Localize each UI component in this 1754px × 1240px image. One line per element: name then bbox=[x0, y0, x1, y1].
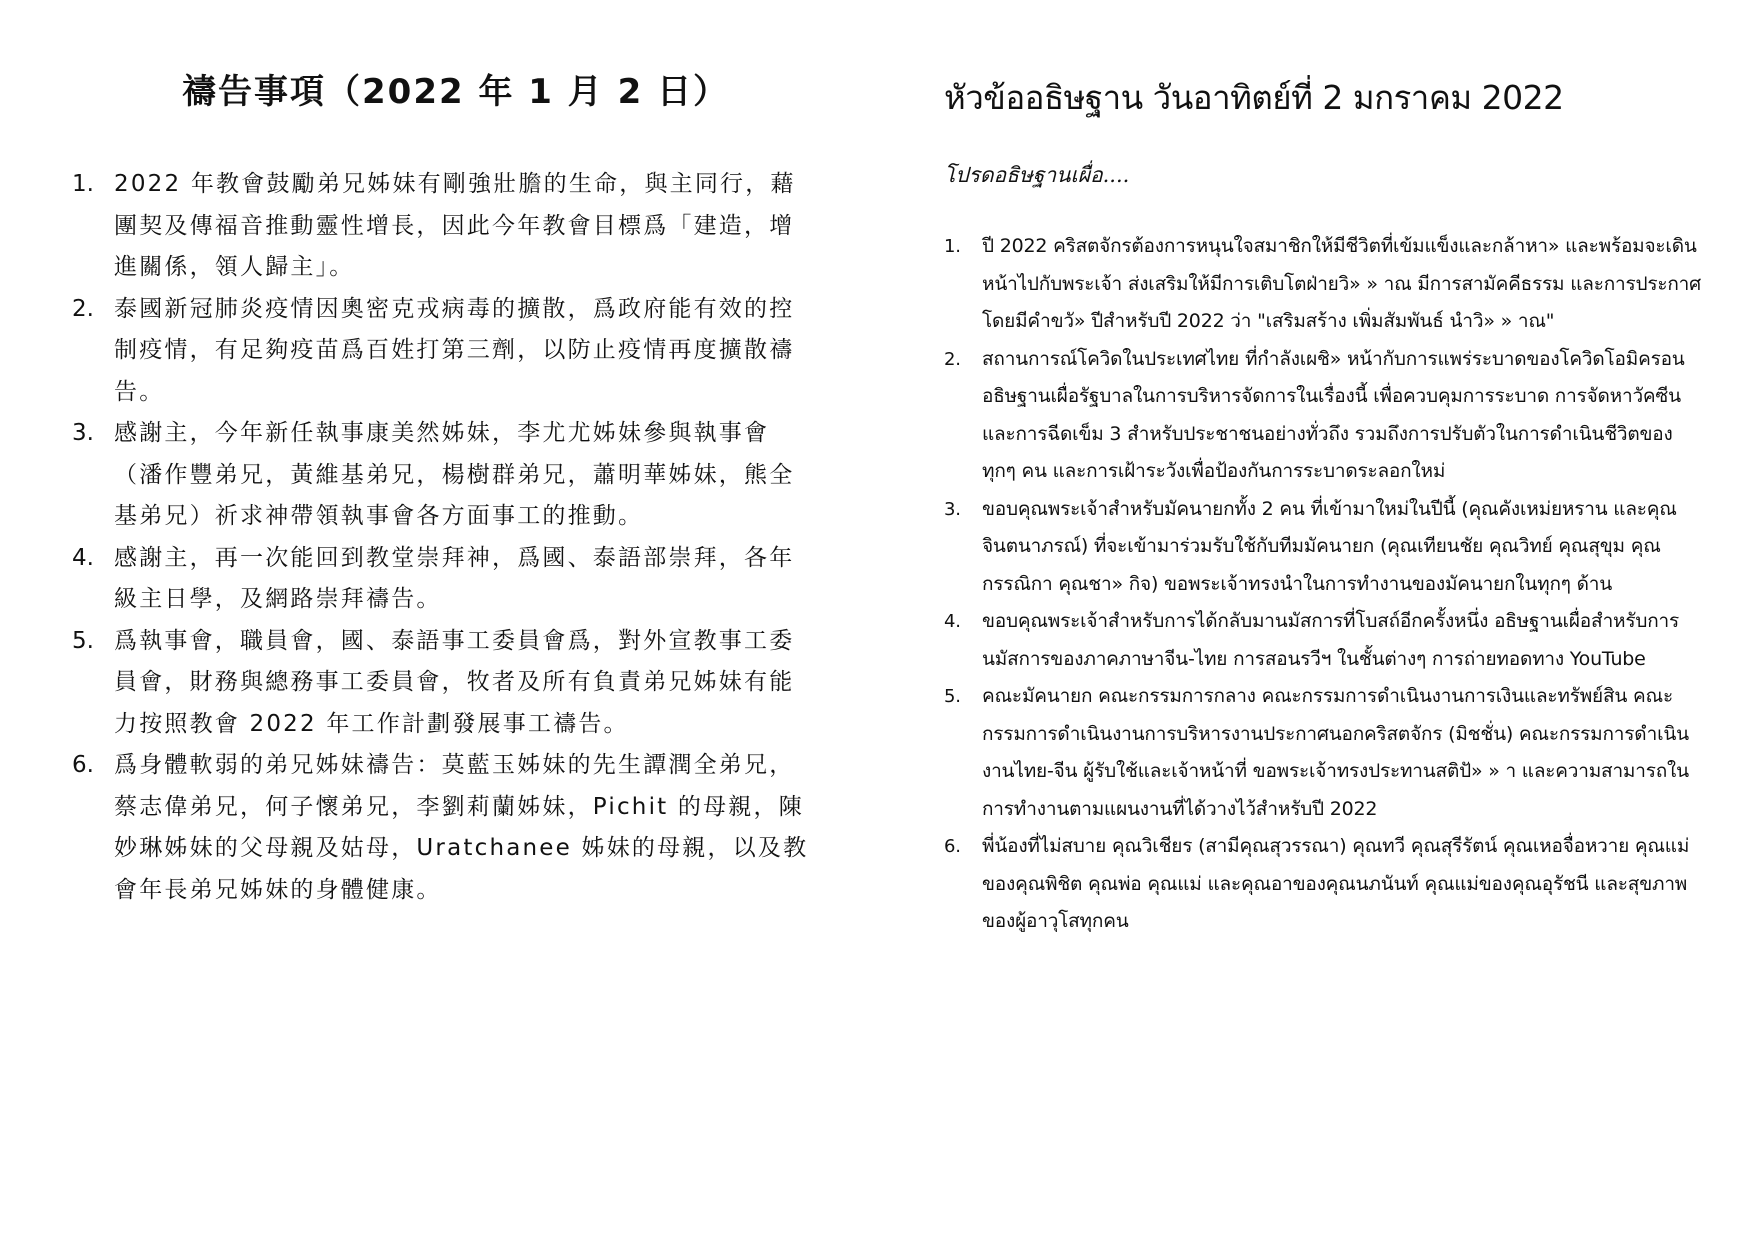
item-text: คณะมัคนายก คณะกรรมการกลาง คณะกรรมการดำเนินงานการเงินและทรัพย์สิน คณะกรรมการดำเนินงานการบริหารงานประกาศนอกคริสตจักร (มิชชั่น) คณะกรรมการดำเนินงานไทย-จีน ผู้รับใช้และเจ้าหน้าที่ ขอพระเจ้าทรงประทานสติปั» » า และความสามารถในการทำงานตามแผนงานที่ได้วางไว้สำหรับปี 2022 bbox=[982, 685, 1689, 820]
thai-prayer-item-2 bbox=[944, 341, 1704, 491]
item-text: 感謝主，再一次能回到教堂崇拜神，爲國、泰語部崇拜，各年級主日學，及網路崇拜禱告。 bbox=[114, 544, 795, 612]
item-number: 3. bbox=[72, 420, 94, 446]
thai-prayer-list bbox=[944, 228, 1704, 941]
chinese-prayer-item-3 bbox=[72, 413, 812, 538]
item-number: 2. bbox=[944, 348, 961, 370]
item-number: 1. bbox=[944, 236, 961, 257]
chinese-prayer-column bbox=[72, 0, 812, 911]
item-text: 2022 年教會鼓勵弟兄姊妹有剛強壯膽的生命，與主同行，藉團契及傳福音推動靈性增長，因此今年教會目標爲「建造，增進關係，領人歸主」。 bbox=[114, 171, 796, 280]
chinese-prayer-item-5 bbox=[72, 621, 812, 746]
item-number: 4. bbox=[944, 611, 961, 632]
thai-prayer-item-6 bbox=[944, 828, 1704, 941]
thai-prayer-item-1 bbox=[944, 228, 1704, 341]
thai-prayer-item-4 bbox=[944, 603, 1704, 678]
chinese-title: 禱告事項（2022 年 1 月 2 日） bbox=[182, 72, 730, 112]
chinese-prayer-item-6 bbox=[72, 745, 812, 911]
item-number: 5. bbox=[72, 627, 94, 654]
thai-title: หัวข้ออธิษฐาน วันอาทิตย์ที่ 2 มกราคม 2022 bbox=[944, 78, 1564, 117]
item-text: 爲身體軟弱的弟兄姊妹禱告：莫藍玉姊妹的先生譚潤全弟兄，蔡志偉弟兄，何子懷弟兄，李劉莉蘭姊妹，Pichit 的母親，陳妙琳姊妹的父母親及姑母，Uratchanee 姊妹的母親，以及教會年長弟兄姊妹的身體健康。 bbox=[114, 752, 809, 903]
item-number: 3. bbox=[944, 498, 961, 520]
chinese-prayer-item-2 bbox=[72, 289, 812, 414]
item-text: 感謝主，今年新任執事康美然姊妹，李尤尤姊妹參與執事會（潘作豐弟兄，黃維基弟兄，楊樹群弟兄，蕭明華姊妹，熊全基弟兄）祈求神帶領執事會各方面事工的推動。 bbox=[114, 420, 795, 529]
item-text: สถานการณ์โควิดในประเทศไทย ที่กำลังเผชิ» หน้ากับการแพร่ระบาดของโควิดโอมิครอน อธิษฐานเผื่อรัฐบาลในการบริหารจัดการในเรื่องนี้ เพื่อควบคุมการระบาด การจัดหาวัคซีนและการฉีดเข็ม 3 สำหรับประชาชนอย่างทั่วถึง รวมถึงการปรับตัวในการดำเนินชีวิตของทุกๆ คน และการเฝ้าระวังเพื่อป้องกันการระบาดระลอกใหม่ bbox=[982, 347, 1685, 482]
thai-subtitle: โปรดอธิษฐานเผื่อ.... bbox=[944, 163, 1130, 187]
thai-prayer-column bbox=[944, 0, 1704, 941]
item-number: 6. bbox=[944, 836, 961, 857]
item-text: 泰國新冠肺炎疫情因奧密克戎病毒的擴散，爲政府能有效的控制疫情，有足夠疫苗爲百姓打第三劑，以防止疫情再度擴散禱告。 bbox=[114, 295, 795, 405]
item-number: 1. bbox=[72, 171, 94, 197]
chinese-prayer-list bbox=[72, 164, 812, 911]
item-text: 爲執事會，職員會，國、泰語事工委員會爲，對外宣教事工委員會，財務與總務事工委員會，牧者及所有負責弟兄姊妹有能力按照教會 2022 年工作計劃發展事工禱告。 bbox=[114, 627, 795, 737]
chinese-prayer-item-1 bbox=[72, 164, 812, 289]
item-number: 6. bbox=[72, 752, 94, 778]
item-number: 2. bbox=[72, 295, 94, 322]
item-number: 5. bbox=[944, 686, 961, 707]
item-number: 4. bbox=[72, 544, 94, 571]
thai-prayer-item-5 bbox=[944, 678, 1704, 828]
item-text: พี่น้องที่ไม่สบาย คุณวิเชียร (สามีคุณสุวรรณา) คุณทวี คุณสุรีรัตน์ คุณเหอจื่อหวาย คุณแม่ของคุณพิชิต คุณพ่อ คุณแม่ และคุณอาของคุณนภนันท์ คุณแม่ของคุณอุรัชนี และสุขภาพของผู้อาวุโสทุกคน bbox=[982, 835, 1690, 932]
item-text: ขอบคุณพระเจ้าสำหรับมัคนายกทั้ง 2 คน ที่เข้ามาใหม่ในปีนี้ (คุณคังเหม่ยหราน และคุณจินตนาภรณ์) ที่จะเข้ามาร่วมรับใช้กับทีมมัคนายก (คุณเทียนชัย คุณวิทย์ คุณสุขุม คุณกรรณิกา คุณชา» กิจ) ขอพระเจ้าทรงนำในการทำงานของมัคนายกในทุกๆ ด้าน bbox=[982, 497, 1677, 595]
thai-prayer-item-3 bbox=[944, 491, 1704, 604]
item-text: ปี 2022 คริสตจักรต้องการหนุนใจสมาชิกให้มีชีวิตที่เข้มแข็งและกล้าหา» และพร้อมจะเดินหน้าไปกับพระเจ้า ส่งเสริมให้มีการเติบโตฝ่ายวิ» » าณ มีการสามัคคีธรรม และการประกาศ โดยมีคำขวั» ปีสำหรับปี 2022 ว่า "เสริมสร้าง เพิ่มสัมพันธ์ นำวิ» » าณ" bbox=[982, 235, 1701, 332]
chinese-prayer-item-4 bbox=[72, 538, 812, 621]
item-text: ขอบคุณพระเจ้าสำหรับการได้กลับมานมัสการที่โบสถ์อีกครั้งหนึ่ง อธิษฐานเผื่อสำหรับการนมัสการของภาคภาษาจีน-ไทย การสอนรวีฯ ในชั้นต่างๆ การถ่ายทอดทาง YouTube bbox=[982, 610, 1680, 670]
